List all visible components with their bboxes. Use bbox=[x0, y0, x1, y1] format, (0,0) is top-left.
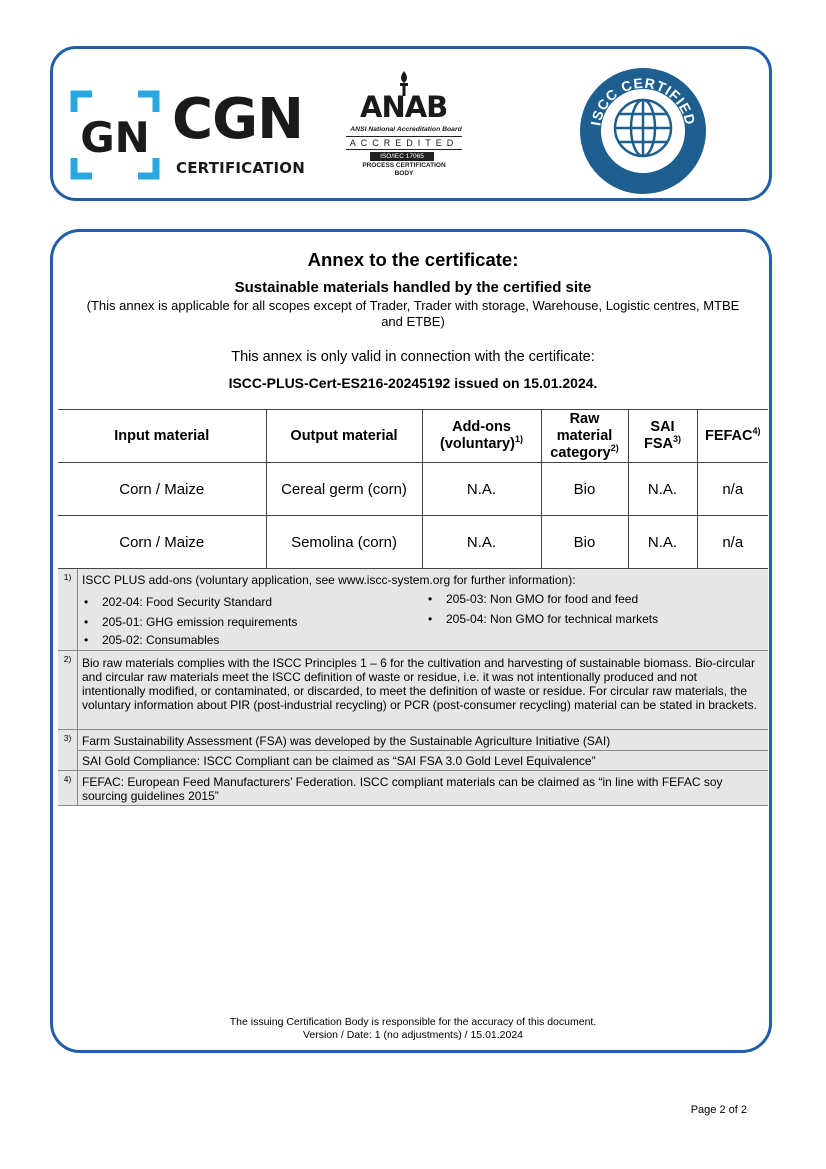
footer-line1: The issuing Certification Body is responsible for the accuracy of this document. bbox=[229, 1016, 597, 1028]
annex-note: (This annex is applicable for all scopes except of Trader, Trader with storage, Warehouse, Logistic centres, MTBE and ETBE) bbox=[86, 298, 740, 329]
validity-text: This annex is only valid in connection with the certificate: bbox=[231, 349, 595, 365]
cgn-logo-subtitle: CERTIFICATION bbox=[176, 159, 305, 177]
table-row bbox=[58, 516, 768, 569]
addon-bullet: • 205-03: Non GMO for food and feed bbox=[446, 592, 638, 606]
cell-fefac: n/a bbox=[722, 480, 744, 498]
cell-raw: Bio bbox=[541, 463, 628, 516]
iscc-certified-seal bbox=[578, 66, 708, 196]
footnote-ref-4: 4) bbox=[752, 425, 761, 436]
cell-sai: N.A. bbox=[628, 463, 697, 516]
annex-subtitle: Sustainable materials handled by the certified site bbox=[234, 279, 592, 296]
footnote-ref-2: 2) bbox=[610, 442, 619, 453]
anab-name: ANAB bbox=[360, 90, 448, 124]
globe-icon bbox=[615, 100, 671, 156]
footnote-1-text: ISCC PLUS add-ons (voluntary application, see www.iscc-system.org for further information): bbox=[82, 573, 576, 587]
addon-bullet: • 202-04: Food Security Standard bbox=[102, 595, 272, 609]
cell-input: Corn / Maize bbox=[58, 463, 266, 516]
cgn-logo-text: CGN bbox=[172, 87, 303, 152]
footnote-1 bbox=[58, 569, 768, 651]
header-addons bbox=[422, 410, 541, 463]
cell-raw: Bio bbox=[541, 516, 628, 569]
addon-bullet: • 205-02: Consumables bbox=[102, 633, 219, 647]
header-raw-l2: material bbox=[556, 427, 613, 444]
footnote-3-divider bbox=[78, 750, 768, 751]
anab-board: ANSI National Accreditation Board bbox=[350, 126, 462, 133]
materials-table bbox=[58, 409, 768, 569]
header-addons-label: Add-ons (voluntary) bbox=[440, 419, 515, 452]
cell-sai: N.A. bbox=[628, 516, 697, 569]
anab-body bbox=[344, 162, 464, 178]
footnote-2 bbox=[58, 651, 768, 730]
addon-bullet: • 205-04: Non GMO for technical markets bbox=[446, 612, 658, 626]
header-raw-material bbox=[541, 410, 628, 463]
cell-addons: N.A. bbox=[422, 463, 541, 516]
seal-bottom-text: PLUS bbox=[621, 154, 665, 175]
cell-output: Cereal germ (corn) bbox=[266, 463, 422, 516]
anab-logo bbox=[344, 70, 468, 185]
footer-line2: Version / Date: 1 (no adjustments) / 15.01.2024 bbox=[302, 1029, 524, 1041]
header-sai-l2: FSA bbox=[643, 436, 673, 452]
header-fefac-label: FEFAC bbox=[704, 427, 753, 444]
header-fefac bbox=[697, 410, 768, 463]
addon-bullet: • 205-01: GHG emission requirements bbox=[102, 615, 297, 629]
footnote-4 bbox=[58, 771, 768, 806]
footnote-3 bbox=[58, 730, 768, 771]
footnote-3-number: 3) bbox=[58, 730, 78, 770]
footnote-3-text: Farm Sustainability Assessment (FSA) was developed by the Sustainable Agriculture Initiative (SAI) bbox=[82, 734, 611, 748]
table-row bbox=[58, 463, 768, 516]
page-number: Page 2 of 2 bbox=[690, 1104, 747, 1116]
annex-title: Annex to the certificate: bbox=[307, 249, 519, 270]
cell-output: Semolina (corn) bbox=[266, 516, 422, 569]
anab-accredited: ACCREDITED bbox=[346, 136, 462, 150]
footnote-3-text2: SAI Gold Compliance: ISCC Compliant can be claimed as “SAI FSA 3.0 Gold Level Equivalence” bbox=[82, 754, 596, 768]
anab-body-line1: PROCESS CERTIFICATION bbox=[362, 162, 446, 169]
anab-body-line2: BODY bbox=[394, 170, 414, 177]
header-raw-l1: Raw bbox=[569, 410, 600, 427]
table-header-row bbox=[58, 410, 768, 463]
footnote-ref-3: 3) bbox=[672, 434, 681, 445]
certificate-reference: ISCC-PLUS-Cert-ES216-20245192 issued on 15.01.2024. bbox=[228, 375, 598, 391]
footnote-4-text: FEFAC: European Feed Manufacturers’ Federation. ISCC compliant materials can be claimed as “in line with FEFAC soy sourcing guidelines 2015” bbox=[82, 775, 723, 803]
cell-fefac: n/a bbox=[722, 533, 744, 551]
cell-addons: N.A. bbox=[422, 516, 541, 569]
footnote-2-number: 2) bbox=[58, 651, 78, 729]
seal-top-text: ISCC CERTIFIED bbox=[587, 74, 699, 127]
cell-input: Corn / Maize bbox=[58, 516, 266, 569]
header-raw-l3: category bbox=[550, 444, 611, 461]
footnote-1-number: 1) bbox=[58, 569, 78, 650]
footnote-2-text: Bio raw materials complies with the ISCC Principles 1 – 6 for the cultivation and harvesting of sustainable biomass. Bio-circular and circular raw materials meet the ISCC definition of waste or residue, i.e. it was not intentionally produced and not intentionally modified, or contaminated, or discarded, to meet the definition of waste or residue. For circular raw materials, the voluntary information about PIR (post-industrial recycling) or PCR (post-consumer recycling) material can be stated in brackets. bbox=[82, 656, 757, 712]
footnote-ref-1: 1) bbox=[514, 434, 523, 445]
anab-iso: ISO/IEC 17065 bbox=[370, 152, 434, 161]
cgn-mark-letters: GN bbox=[80, 113, 150, 162]
footnote-4-number: 4) bbox=[58, 771, 78, 805]
header-sai-l1: SAI bbox=[650, 419, 675, 435]
cgn-logo-mark bbox=[70, 90, 160, 180]
header-sai-fsa bbox=[628, 410, 697, 463]
footer bbox=[0, 1016, 826, 1042]
header-input-material: Input material bbox=[58, 410, 266, 463]
header-output-material: Output material bbox=[266, 410, 422, 463]
